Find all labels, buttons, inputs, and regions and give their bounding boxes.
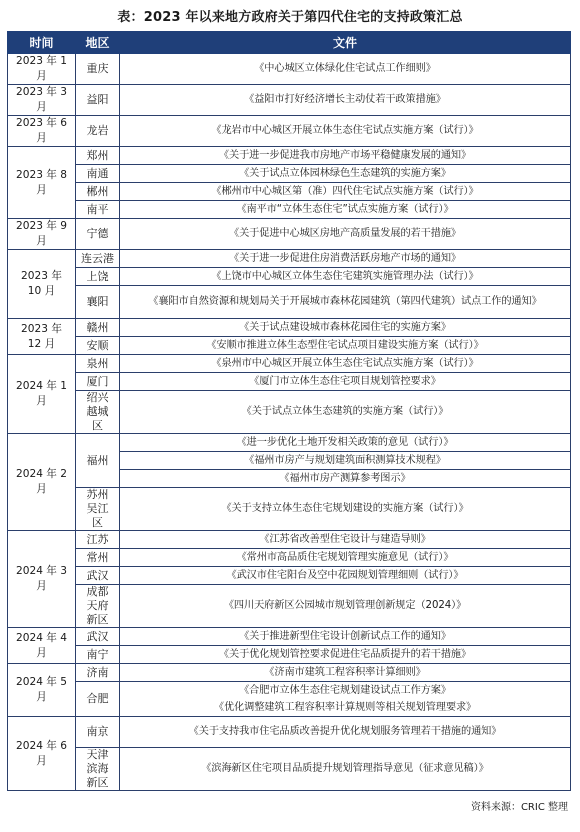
table-row bbox=[8, 373, 571, 391]
table-row bbox=[8, 585, 571, 628]
region-cell: 泉州 bbox=[76, 355, 120, 373]
table-row bbox=[8, 147, 571, 165]
region-cell: 郴州 bbox=[76, 183, 120, 201]
table-row bbox=[8, 286, 571, 319]
file-cell: 《关于支持立体生态住宅规划建设的实施方案（试行）》 bbox=[120, 488, 571, 531]
table-row bbox=[8, 646, 571, 664]
region-cell: 襄阳 bbox=[76, 286, 120, 319]
file-cell: 《优化调整建筑工程容积率计算规则等相关规划管理要求》 bbox=[120, 699, 571, 717]
table-row bbox=[8, 488, 571, 531]
time-cell: 2024 年 1 月 bbox=[8, 355, 76, 434]
file-cell: 《福州市房产测算参考图示》 bbox=[120, 470, 571, 488]
time-cell: 2023 年 12 月 bbox=[8, 319, 76, 355]
table-title: 表：2023 年以来地方政府关于第四代住宅的支持政策汇总 bbox=[117, 10, 463, 25]
region-cell: 南平 bbox=[76, 201, 120, 219]
file-cell: 《上饶市中心城区立体生态住宅建筑实施管理办法（试行）》 bbox=[120, 268, 571, 286]
region-cell: 武汉 bbox=[76, 567, 120, 585]
table-row bbox=[8, 219, 571, 250]
time-cell: 2024 年 2 月 bbox=[8, 434, 76, 531]
table-row bbox=[8, 355, 571, 373]
region-cell: 南宁 bbox=[76, 646, 120, 664]
time-cell: 2024 年 5 月 bbox=[8, 664, 76, 717]
table-header-row bbox=[8, 32, 571, 54]
region-cell: 重庆 bbox=[76, 54, 120, 85]
file-cell: 《合肥市立体生态住宅规划建设试点工作方案》 bbox=[120, 682, 571, 700]
time-cell: 2023 年 1 月 bbox=[8, 54, 76, 85]
region-cell: 益阳 bbox=[76, 85, 120, 116]
table-row bbox=[8, 54, 571, 85]
table-row bbox=[8, 85, 571, 116]
table-row bbox=[8, 434, 571, 452]
table-row bbox=[8, 717, 571, 748]
file-cell: 《南平市“立体生态住宅”试点实施方案（试行）》 bbox=[120, 201, 571, 219]
file-cell: 《厦门市立体生态住宅项目规划管控要求》 bbox=[120, 373, 571, 391]
file-cell: 《四川天府新区公园城市规划管理创新规定（2024）》 bbox=[120, 585, 571, 628]
file-cell: 《益阳市打好经济增长主动仗若干政策措施》 bbox=[120, 85, 571, 116]
table-row bbox=[8, 319, 571, 337]
file-cell: 《武汉市住宅阳台及空中花园规划管理细则（试行）》 bbox=[120, 567, 571, 585]
file-cell: 《关于试点立体生态建筑的实施方案（试行）》 bbox=[120, 391, 571, 434]
file-cell: 《福州市房产与规划建筑面积测算技术规程》 bbox=[120, 452, 571, 470]
file-cell: 《济南市建筑工程容积率计算细则》 bbox=[120, 664, 571, 682]
file-cell: 《襄阳市自然资源和规划局关于开展城市森林花园建筑（第四代建筑）试点工作的通知》 bbox=[120, 286, 571, 319]
region-cell: 苏州吴江区 bbox=[76, 488, 120, 531]
table-row bbox=[8, 628, 571, 646]
time-cell: 2024 年 6 月 bbox=[8, 717, 76, 791]
header-file: 文件 bbox=[120, 32, 571, 54]
table-row bbox=[8, 337, 571, 355]
table-row bbox=[8, 549, 571, 567]
region-cell: 常州 bbox=[76, 549, 120, 567]
table-row bbox=[8, 183, 571, 201]
file-cell: 《进一步优化土地开发相关政策的意见（试行）》 bbox=[120, 434, 571, 452]
region-cell: 南京 bbox=[76, 717, 120, 748]
region-cell: 南通 bbox=[76, 165, 120, 183]
table-row bbox=[8, 748, 571, 791]
table-row bbox=[8, 682, 571, 700]
region-cell: 连云港 bbox=[76, 250, 120, 268]
file-cell: 《龙岩市中心城区开展立体生态住宅试点实施方案（试行）》 bbox=[120, 116, 571, 147]
source-note: 资料来源：CRIC 整理 bbox=[470, 802, 568, 813]
region-cell: 福州 bbox=[76, 434, 120, 488]
region-cell: 江苏 bbox=[76, 531, 120, 549]
region-cell: 济南 bbox=[76, 664, 120, 682]
region-cell: 天津滨海新区 bbox=[76, 748, 120, 791]
table-row bbox=[8, 268, 571, 286]
region-cell: 郑州 bbox=[76, 147, 120, 165]
region-cell: 成都天府新区 bbox=[76, 585, 120, 628]
table-row bbox=[8, 201, 571, 219]
file-cell: 《关于进一步促进我市房地产市场平稳健康发展的通知》 bbox=[120, 147, 571, 165]
table-row bbox=[8, 531, 571, 549]
file-cell: 《安顺市推进立体生态型住宅试点项目建设实施方案（试行）》 bbox=[120, 337, 571, 355]
file-cell: 《泉州市中心城区开展立体生态住宅试点实施方案（试行）》 bbox=[120, 355, 571, 373]
policy-table bbox=[7, 31, 571, 791]
file-cell: 《江苏省改善型住宅设计与建造导则》 bbox=[120, 531, 571, 549]
time-cell: 2023 年 10 月 bbox=[8, 250, 76, 319]
file-cell: 《关于优化规划管控要求促进住宅品质提升的若干措施》 bbox=[120, 646, 571, 664]
region-cell: 宁德 bbox=[76, 219, 120, 250]
file-cell: 《关于试点立体园林绿色生态建筑的实施方案》 bbox=[120, 165, 571, 183]
region-cell: 武汉 bbox=[76, 628, 120, 646]
file-cell: 《关于促进中心城区房地产高质量发展的若干措施》 bbox=[120, 219, 571, 250]
region-cell: 厦门 bbox=[76, 373, 120, 391]
time-cell: 2023 年 6 月 bbox=[8, 116, 76, 147]
file-cell: 《关于进一步促进住房消费活跃房地产市场的通知》 bbox=[120, 250, 571, 268]
table-row bbox=[8, 664, 571, 682]
header-region: 地区 bbox=[76, 32, 120, 54]
time-cell: 2023 年 9 月 bbox=[8, 219, 76, 250]
time-cell: 2023 年 3 月 bbox=[8, 85, 76, 116]
region-cell: 合肥 bbox=[76, 682, 120, 717]
table-row bbox=[8, 250, 571, 268]
file-cell: 《关于试点建设城市森林花园住宅的实施方案》 bbox=[120, 319, 571, 337]
file-cell: 《关于支持我市住宅品质改善提升优化规划服务管理若干措施的通知》 bbox=[120, 717, 571, 748]
file-cell: 《中心城区立体绿化住宅试点工作细则》 bbox=[120, 54, 571, 85]
file-cell: 《常州市高品质住宅规划管理实施意见（试行）》 bbox=[120, 549, 571, 567]
table-row bbox=[8, 567, 571, 585]
table-row bbox=[8, 116, 571, 147]
time-cell: 2024 年 3 月 bbox=[8, 531, 76, 628]
file-cell: 《滨海新区住宅项目品质提升规划管理指导意见（征求意见稿）》 bbox=[120, 748, 571, 791]
time-cell: 2023 年 8 月 bbox=[8, 147, 76, 219]
region-cell: 龙岩 bbox=[76, 116, 120, 147]
file-cell: 《郴州市中心城区第（准）四代住宅试点实施方案（试行）》 bbox=[120, 183, 571, 201]
region-cell: 安顺 bbox=[76, 337, 120, 355]
table-row bbox=[8, 391, 571, 434]
time-cell: 2024 年 4 月 bbox=[8, 628, 76, 664]
region-cell: 绍兴越城区 bbox=[76, 391, 120, 434]
file-cell: 《关于推进新型住宅设计创新试点工作的通知》 bbox=[120, 628, 571, 646]
region-cell: 上饶 bbox=[76, 268, 120, 286]
table-row bbox=[8, 165, 571, 183]
region-cell: 赣州 bbox=[76, 319, 120, 337]
header-time: 时间 bbox=[8, 32, 76, 54]
